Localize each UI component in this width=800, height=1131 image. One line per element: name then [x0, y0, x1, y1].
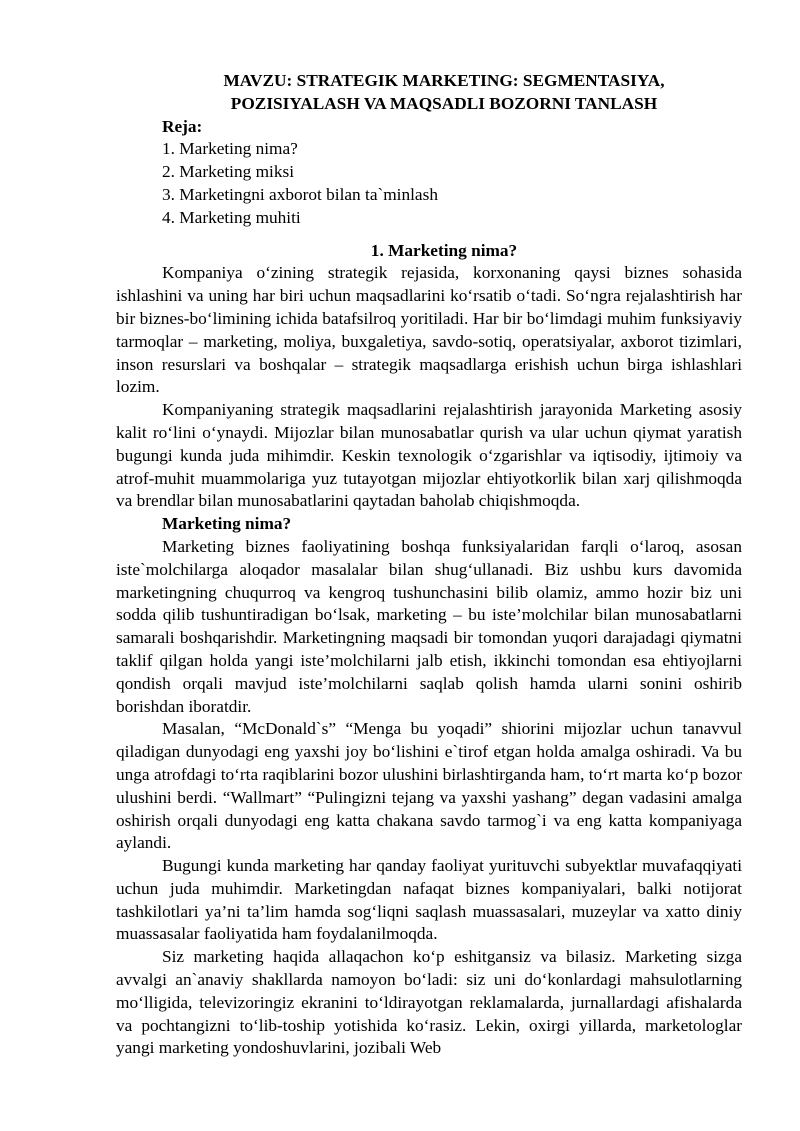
- document-page: [116, 70, 742, 1060]
- title-line-2: POZISIYALASH VA MAQSADLI BOZORNI TANLASH: [230, 93, 658, 113]
- plan-item: 4. Marketing muhiti: [162, 207, 301, 227]
- paragraph: Bugungi kunda marketing har qanday faoliyat yurituvchi subyektlar muvafaqqiyati uchun juda muhimdir. Marketingdan nafaqat biznes kompaniyalari, balki notijorat tashkilotlari ya’ni ta’lim hamda sog‘liqni saqlash muassasalari, muzeylar va xatto diniy muassasalar faoliyatida ham foydalanilmoqda.: [116, 856, 742, 944]
- plan-item: 2. Marketing miksi: [162, 162, 294, 182]
- sub-heading: Marketing nima?: [162, 514, 292, 534]
- plan-item: 3. Marketingni axborot bilan ta`minlash: [162, 184, 438, 204]
- plan-list: [162, 138, 742, 229]
- document-title: [116, 70, 742, 116]
- title-line-1: MAVZU: STRATEGIK MARKETING: SEGMENTASIYA,: [223, 71, 665, 90]
- plan-heading: Reja:: [162, 116, 203, 136]
- paragraph: Masalan, “McDonald`s” “Menga bu yoqadi” shiorini mijozlar uchun tanavvul qiladigan dunyodagi eng yaxshi joy bo‘lishini e`tirof etgan holda amalga oshiradi. Va bu unga atrofdagi to‘rta raqiblarini bozor ulushini birlashtirganda ham, to‘rt marta ko‘p bozor ulushini berdi. “Wallmart” “Pulingizni tejang va yaxshi yashang” degan vadasini amalga oshirish orqali dunyodagi eng katta chakana savdo tarmog`i va eng katta kompaniyaga aylandi.: [116, 719, 742, 853]
- section-heading: 1. Marketing nima?: [370, 240, 518, 260]
- paragraph: Kompaniyaning strategik maqsadlarini rejalashtirish jarayonida Marketing asosiy kalit ro‘lini o‘ynaydi. Mijozlar bilan munosabatlar qurish va ular uchun qiymat yaratish bugungi kunda juda mihimdir. Keskin texnologik o‘zgarishlar va iqtisodiy, ijtimoiy va atrof-muhit muammolariga yuz tutayotgan mijozlar ehtiyotkorlik bilan xarj qilishmoqda va brendlar bilan munosabatlarini qaytadan baholab chiqishmoqda.: [116, 400, 742, 511]
- paragraph: Kompaniya o‘zining strategik rejasida, korxonaning qaysi biznes sohasida ishlashini va uning har biri uchun maqsadlarini ko‘rsatib o‘tadi. So‘ngra rejalashtirish har bir biznes-bo‘limining ichida batafsilroq yoritiladi. Har bir bo‘limdagi muhim funksiyaviy tarmoqlar – marketing, moliya, buxgaletiya, savdo-sotiq, operatsiyalar, axborot tizimlari, inson resurslari va boshqalar – strategik maqsadlarga erishish uchun birga ishlashlari lozim.: [116, 263, 742, 397]
- paragraph: Siz marketing haqida allaqachon ko‘p eshitgansiz va bilasiz. Marketing sizga avvalgi an`anaviy shakllarda namoyon bo‘ladi: siz uni do‘konlardagi mahsulotlarning mo‘lligida, televizoringiz ekranini to‘ldirayotgan reklamalarda, jurnallardagi afishalarda va pochtangizni to‘lib-toship yotishida ko‘rasiz. Lekin, oxirgi yillarda, marketologlar yangi marketing yondoshuvlarini, jozibali Web: [116, 947, 742, 1058]
- plan-item: 1. Marketing nima?: [162, 139, 298, 159]
- paragraph: Marketing biznes faoliyatining boshqa funksiyalaridan farqli o‘laroq, asosan iste`molchilarga aloqador masalalar bilan shug‘ullanadi. Biz ushbu kurs davomida marketingning chuqurroq va kengroq tushunchasini bilib olamiz, ammo hozir biz uni sodda qilib tushuntiradigan bo‘lsak, marketing – bu iste’molchilar bilan munosabatlarni samarali boshqarishdir. Marketingning maqsadi bir tomondan yuqori darajadagi qiymatni taklif qilgan holda yangi iste’molchilarni jalb etish, ikkinchi tomondan esa ehtiyojlarni qondish orqali mavjud iste’molchilarni saqlab qolish hamda ularni sonini oshirib borishdan iboratdir.: [116, 536, 742, 716]
